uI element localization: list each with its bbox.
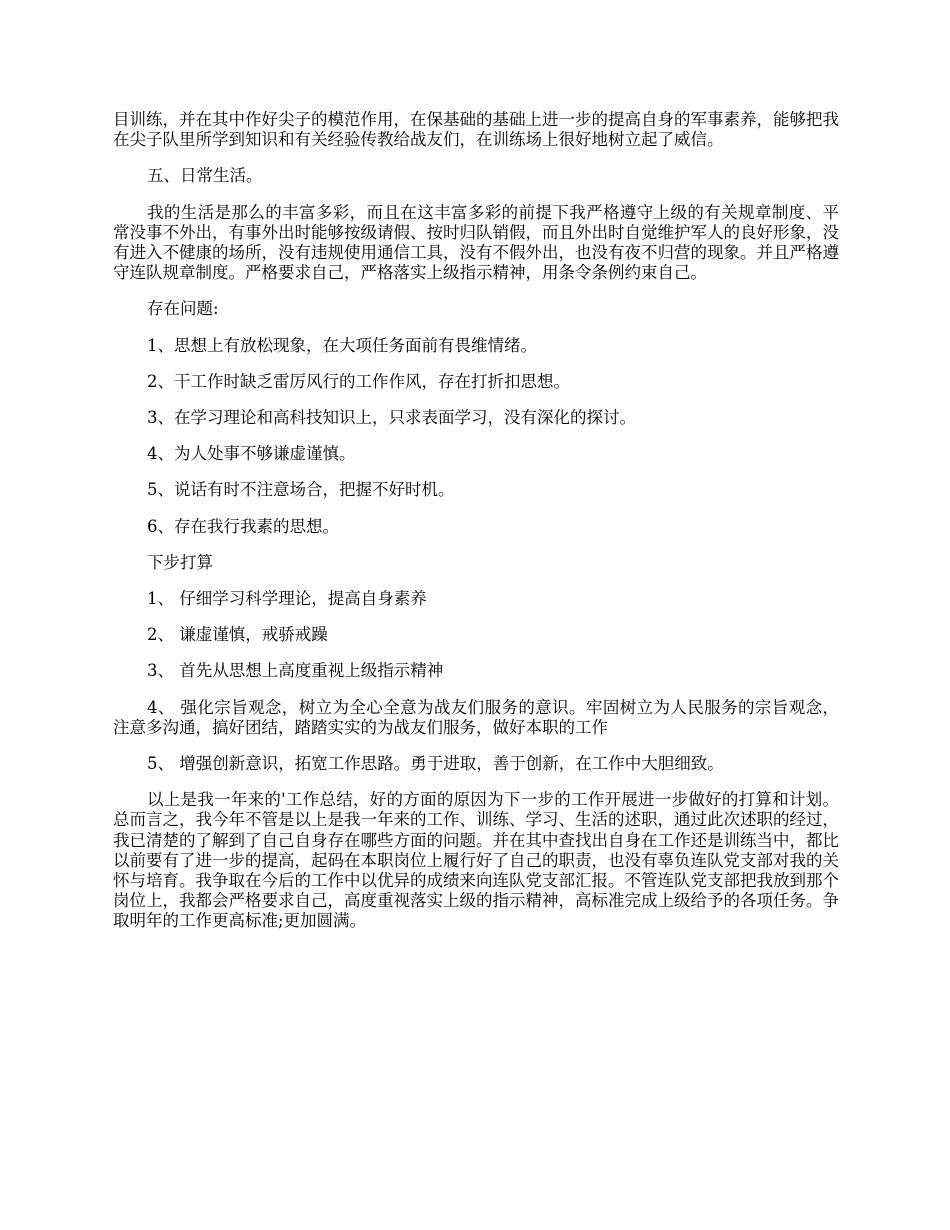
problem-item-3: 3、在学习理论和高科技知识上，只求表面学习，没有深化的探讨。 [147, 408, 636, 428]
paragraph-conclusion: 以上是我一年来的'工作总结，好的方面的原因为下一步的工作开展进一步做好的打算和计划。总而言之，我今年不管是以上是我一年来的工作、训练、学习、生活的述职，通过此次述职的经过，我已清楚的了解到了自己自身存在哪些方面的问题。并在其中查找出自身在工作还是训练当中，都比以前要有了进一步的提高，起码在本职岗位上履行好了自己的职责，也没有辜负连队党支部对我的关怀与培育。我争取在今后的工作中以优异的成绩来向连队党支部汇报。不管连队党支部把我放到那个岗位上，我都会严格要求自己，高度重视落实上级的指示精神，高标准完成上级给予的各项任务。争取明年的工作更高标准;更加圆满。 [113, 790, 839, 931]
section-heading-next-steps: 下步打算 [147, 552, 213, 572]
plan-item-2: 2、 谦虚谨慎，戒骄戒躁 [147, 625, 328, 645]
paragraph-daily-life: 我的生活是那么的丰富多彩，而且在这丰富多彩的前提下我严格遵守上级的有关规章制度、平常没事不外出，有事外出时能够按级请假、按时归队销假，而且外出时自觉维护军人的良好形象，没有进入不健康的场所，没有违规使用通信工具，没有不假外出，也没有夜不归营的现象。并且严格遵守连队规章制度。严格要求自己，严格落实上级指示精神，用条令条例约束自己。 [113, 202, 839, 283]
plan-item-5: 5、 增强创新意识，拓宽工作思路。勇于进取，善于创新，在工作中大胆细致。 [147, 754, 724, 774]
problem-item-5: 5、说话有时不注意场合，把握不好时机。 [147, 480, 455, 500]
problem-item-1: 1、思想上有放松现象，在大项任务面前有畏维情绪。 [147, 335, 537, 355]
problem-item-6: 6、存在我行我素的思想。 [147, 516, 339, 536]
plan-item-1: 1、 仔细学习科学理论，提高自身素养 [147, 589, 427, 609]
problem-item-2: 2、干工作时缺乏雷厉风行的工作作风，存在打折扣思想。 [147, 371, 570, 391]
section-heading-problems: 存在问题: [147, 299, 219, 319]
problem-item-4: 4、为人处事不够谦虚谨慎。 [147, 444, 356, 464]
document-body [113, 110, 839, 948]
paragraph-training-continued: 目训练，并在其中作好尖子的模范作用，在保基础的基础上进一步的提高自身的军事素养，能够把我在尖子队里所学到知识和有关经验传教给战友们，在训练场上很好地树立起了威信。 [113, 110, 839, 150]
section-heading-daily-life: 五、日常生活。 [147, 166, 263, 186]
plan-item-4: 4、 强化宗旨观念，树立为全心全意为战友们服务的意识。牢固树立为人民服务的宗旨观念，注意多沟通，搞好团结，踏踏实实的为战友们服务，做好本职的工作 [113, 697, 839, 737]
plan-item-3: 3、 首先从思想上高度重视上级指示精神 [147, 661, 444, 681]
